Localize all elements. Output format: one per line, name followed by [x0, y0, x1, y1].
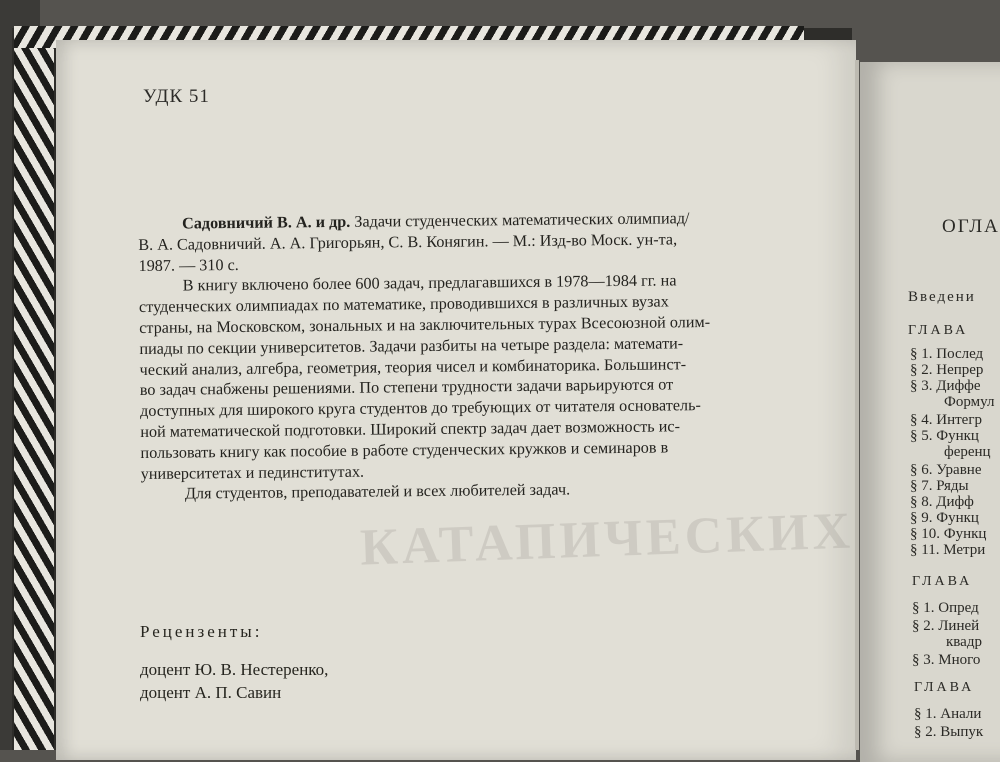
- toc-item: § 3. Много: [912, 652, 981, 668]
- reviewers-title: Рецензенты:: [140, 622, 263, 641]
- reviewers-block: [140, 622, 328, 704]
- toc-chapter-heading: ГЛАВА: [912, 574, 973, 589]
- abstract-line: страны, на Московском, зональных и на заключительных турах Всесоюзной олим-: [139, 312, 711, 337]
- reviewer: доцент А. П. Савин: [140, 683, 282, 702]
- toc-item: § 2. Выпук: [914, 724, 984, 740]
- citation-title: Задачи студенческих математических олимпиад/: [350, 209, 690, 231]
- audience-line: Для студентов, преподавателей и всех любителей задач.: [184, 480, 571, 503]
- abstract-line: пользовать книгу как пособие в работе студенческих кружков и семинаров в: [140, 438, 669, 462]
- toc-item: § 7. Ряды: [910, 478, 969, 494]
- toc-item: § 9. Функц: [910, 510, 979, 526]
- cover-stripes-left: [14, 28, 54, 750]
- toc-item: ференц: [944, 444, 991, 460]
- toc-item: § 2. Линей: [912, 618, 980, 634]
- bibliographic-abstract: [138, 207, 841, 505]
- author-name: Садовничий В. А. и др.: [182, 212, 351, 233]
- abstract-line: университетах и пединститутах.: [140, 462, 365, 483]
- toc-title: ОГЛА: [942, 216, 1000, 237]
- reviewer: доцент Ю. В. Нестеренко,: [140, 660, 329, 679]
- abstract-line: во задач снабжены решениями. По степени трудности задачи варьируются от: [139, 375, 674, 400]
- abstract-line: студенческих олимпиадах по математике, проводившихся в различных вузах: [138, 292, 669, 317]
- toc-intro: Введени: [908, 289, 976, 305]
- toc-chapter-heading: ГЛАВА: [914, 680, 975, 695]
- toc-item: § 11. Метри: [910, 542, 986, 558]
- toc-chapter-heading: ГЛАВА: [908, 323, 969, 338]
- bleed-through-text: КАТАПИЧЕСКИХ: [359, 502, 855, 577]
- toc-item: § 6. Уравне: [910, 462, 982, 478]
- citation-line-2: В. А. Садовничий. А. А. Григорьян, С. В. Конягин. — М.: Изд-во Моск. ун-та,: [138, 230, 678, 254]
- toc-item: Формул: [944, 394, 995, 410]
- abstract-line: пиады по секции университетов. Задачи разбиты на четыре раздела: математи-: [139, 334, 684, 358]
- toc-item: § 1. Опред: [912, 600, 979, 616]
- toc-item: § 1. Послед: [910, 346, 984, 362]
- toc-item: § 3. Диффе: [910, 378, 981, 394]
- toc-item: § 10. Функц: [910, 526, 987, 542]
- toc-item: § 1. Анали: [914, 706, 982, 722]
- toc-item: квадр: [946, 634, 982, 650]
- abstract-line: В книгу включено более 600 задач, предлагавшихся в 1978—1984 гг. на: [182, 271, 677, 295]
- toc-item: § 8. Дифф: [910, 494, 974, 510]
- abstract-line: ной математической подготовки. Широкий спектр задач дает возможность ис-: [140, 417, 681, 441]
- abstract-line: ческий анализ, алгебра, геометрия, теория чисел и комбинаторика. Большинст-: [139, 354, 687, 379]
- citation-line-3: 1987. — 310 с.: [138, 255, 239, 275]
- toc-item: § 5. Функц: [910, 428, 979, 444]
- toc-item: § 4. Интегр: [910, 412, 982, 428]
- abstract-line: доступных для широкого круга студентов до требующих от читателя основатель-: [139, 396, 701, 421]
- udk-code: УДК 51: [143, 86, 210, 107]
- book-gutter: [855, 60, 859, 750]
- toc-item: § 2. Непрер: [910, 362, 984, 378]
